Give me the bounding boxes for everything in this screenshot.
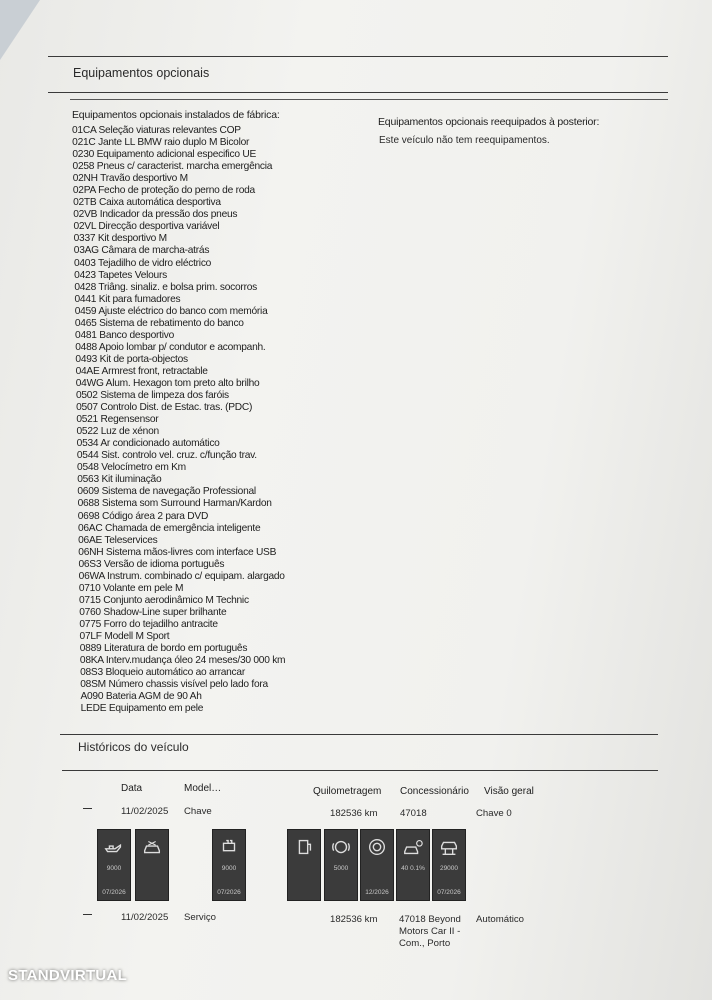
equipment-item: 0609 Sistema de navegação Professional: [77, 486, 256, 498]
equipment-item: 0521 Regensensor: [76, 414, 159, 426]
equipment-item: 0534 Ar condicionado automático: [76, 438, 220, 450]
brake-fluid-icon: [366, 836, 388, 858]
service-tile: [135, 829, 169, 901]
equipment-item: 06NH Sistema mãos-livres com interface USB: [78, 546, 277, 558]
equipment-item: 01CA Seleção viaturas relevantes COP: [72, 125, 241, 136]
equipment-item: 0775 Forro do tejadilho antracite: [79, 618, 218, 630]
car-lift-icon: [438, 836, 460, 858]
equipment-item: 02NH Travão desportivo M: [72, 173, 188, 185]
entry-model: Serviço: [184, 912, 216, 923]
entry-dealer: 47018 Beyond Motors Car II - Com., Porto: [399, 914, 461, 949]
factory-heading: Equipamentos opcionais instalados de fábrica:: [72, 109, 280, 121]
service-tile: [396, 829, 430, 901]
car-filter-icon: [141, 836, 163, 858]
tile-date: 07/2026: [437, 889, 461, 896]
section-title: Equipamentos opcionais: [73, 66, 210, 80]
equipment-item: 0502 Sistema de limpeza dos faróis: [75, 390, 229, 402]
equipment-item: 0465 Sistema de rebatimento do banco: [74, 317, 244, 329]
equipment-item: 0889 Literatura de bordo em português: [79, 643, 248, 655]
equipment-item: 06WA Instrum. combinado c/ equipam. alargado: [78, 570, 285, 582]
tile-date: 07/2026: [102, 889, 126, 896]
equipment-item: A090 Bateria AGM de 90 Ah: [80, 691, 202, 703]
service-tile: [212, 829, 246, 901]
entry-collapse-toggle[interactable]: [83, 914, 92, 915]
entry-km: 182536 km: [330, 808, 378, 819]
entry-dealer: 47018: [400, 808, 427, 819]
oil-can-icon: [103, 836, 125, 858]
section-rule: [48, 92, 668, 93]
equipment-item: 0428 Triâng. sinaliz. e bolsa prim. socorros: [74, 281, 257, 293]
equipment-item: 021C Jante LL BMW raio duplo M Bicolor: [72, 137, 250, 149]
top-rule: [48, 56, 668, 57]
equipment-item: 0715 Conjunto aerodinâmico M Technic: [79, 594, 249, 606]
spark-plug-icon: [218, 836, 240, 858]
fuel-filter-icon: [293, 836, 315, 858]
equipment-item: 06S3 Versão de idioma português: [78, 558, 225, 570]
equipment-item: 07LF Modell M Sport: [79, 630, 170, 642]
tile-value: 29000: [439, 865, 459, 872]
equipment-item: 04WG Alum. Hexagon tom preto alto brilho: [75, 377, 260, 389]
equipment-item: 0544 Sist. controlo vel. cruz. c/função trav.: [76, 450, 257, 462]
equipment-item: 0688 Sistema som Surround Harman/Kardon: [77, 498, 272, 510]
equipment-item: 0337 Kit desportivo M: [73, 233, 167, 245]
equipment-item: 0230 Equipamento adicional especifico UE: [72, 149, 257, 161]
equipment-item: 06AE Teleservices: [78, 534, 158, 546]
service-tile: [432, 829, 466, 901]
equipment-item: 0441 Kit para fumadores: [74, 293, 181, 305]
equipment-item: 02TB Caixa automática desportiva: [73, 197, 221, 209]
tile-value: 9000: [106, 865, 122, 872]
equipment-item: 08KA Interv.mudança óleo 24 meses/30 000 km: [79, 655, 286, 667]
tile-value: 9000: [221, 865, 237, 872]
section-rule-2: [70, 99, 668, 100]
entry-model: Chave: [184, 806, 212, 817]
equipment-item: 0481 Banco desportivo: [75, 329, 175, 341]
equipment-item: 0760 Shadow-Line super brilhante: [79, 606, 227, 618]
equipment-item: 0522 Luz de xénon: [76, 426, 159, 438]
equipment-item: 0507 Controlo Dist. de Estac. tras. (PDC): [76, 402, 253, 414]
equipment-item: 0710 Volante em pele M: [78, 582, 184, 594]
equipment-item: 02PA Fecho de proteção do perno de roda: [72, 185, 255, 197]
equipment-item: 0258 Pneus c/ caracterist. marcha emergência: [72, 161, 273, 173]
equipment-item: 0423 Tapetes Velours: [74, 269, 167, 281]
equipment-item: 02VB Indicador da pressão dos pneus: [73, 209, 238, 221]
equipment-item: 0403 Tejadilho de vidro eléctrico: [73, 257, 212, 269]
equipment-item: 06AC Chamada de emergência inteligente: [77, 522, 261, 534]
equipment-item: 0488 Apoio lombar p/ condutor e acompanh.: [75, 341, 266, 353]
equipment-item: 0563 Kit iluminação: [77, 474, 162, 486]
history-title: Históricos do veículo: [78, 740, 189, 754]
tile-value: 5000: [333, 865, 349, 872]
service-tile: [97, 829, 131, 901]
watermark-logo: STANDVIRTUAL: [8, 967, 128, 984]
equipment-item: 0459 Ajuste eléctrico do banco com memória: [74, 305, 268, 317]
equipment-item: 0698 Código área 2 para DVD: [77, 510, 209, 522]
service-tile: [287, 829, 321, 901]
entry-date: 11/02/2025: [121, 912, 169, 923]
service-tile: [324, 829, 358, 901]
tile-date: 12/2026: [365, 889, 389, 896]
entry-collapse-toggle[interactable]: [83, 808, 92, 809]
entry-overview: Automático: [476, 914, 524, 925]
equipment-item: 08SM Número chassis visível pelo lado fora: [80, 679, 268, 691]
car-brake-icon: [402, 836, 424, 858]
equipment-item: 03AG Câmara de marcha-atrás: [73, 245, 210, 257]
background-corner: [0, 0, 40, 60]
header-dealer: Concessionário: [400, 786, 469, 797]
equipment-item: 0548 Velocímetro em Km: [77, 462, 186, 474]
factory-equipment-list: [72, 125, 372, 715]
entry-overview: Chave 0: [476, 808, 512, 819]
history-rule: [60, 734, 658, 735]
header-km: Quilometragem: [313, 786, 382, 797]
equipment-item: 08S3 Bloqueio automático ao arrancar: [80, 667, 245, 679]
entry-date: 11/02/2025: [121, 806, 169, 817]
retrofit-heading: Equipamentos opcionais reequipados à posterior:: [378, 116, 600, 128]
equipment-item: LEDE Equipamento em pele: [80, 703, 204, 715]
brake-disc-icon: [330, 836, 352, 858]
tile-value: 40 0.1%: [401, 865, 425, 872]
equipment-item: 02VL Direcção desportiva variável: [73, 221, 220, 233]
service-tile: [360, 829, 394, 901]
equipment-item: 0493 Kit de porta-objectos: [75, 353, 188, 365]
header-overview: Visão geral: [484, 786, 534, 797]
retrofit-note: Este veículo não tem reequipamentos.: [379, 135, 550, 146]
entry-km: 182536 km: [330, 914, 378, 925]
equipment-item: 04AE Armrest front, retractable: [75, 365, 208, 377]
history-rule-2: [62, 770, 658, 771]
header-date: Data: [121, 783, 143, 794]
tile-date: 07/2026: [217, 889, 241, 896]
header-model: Model…: [184, 783, 222, 794]
